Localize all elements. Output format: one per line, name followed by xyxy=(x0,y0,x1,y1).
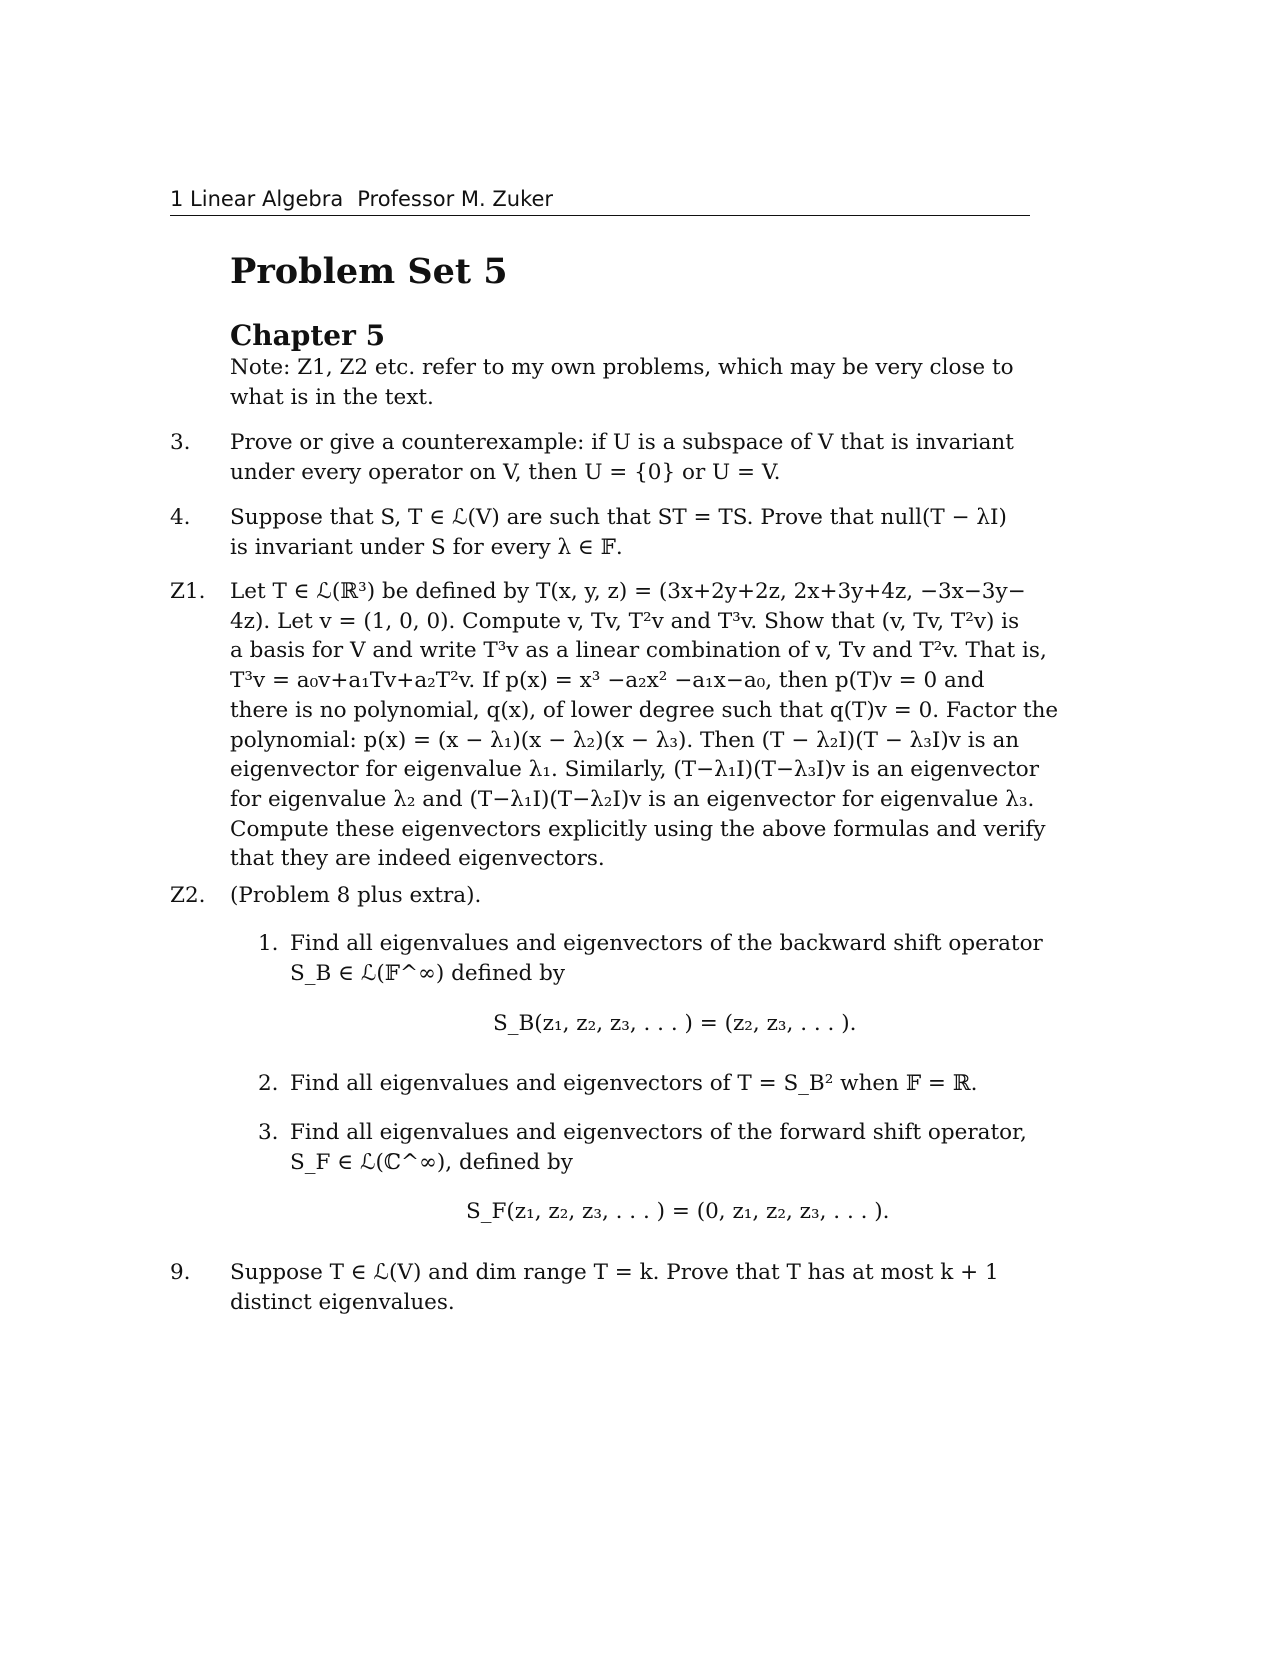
problem-number: Z1. xyxy=(170,579,206,604)
problem-line: for eigenvalue λ₂ and (T−λ₁I)(T−λ₂I)v is an eigenvector for eigenvalue λ₃. xyxy=(230,786,1035,812)
problem-line: distinct eigenvalues. xyxy=(230,1289,455,1315)
page-title: Problem Set 5 xyxy=(230,251,508,292)
problem-number: 9. xyxy=(170,1260,191,1285)
problem-line: Suppose that S, T ∈ ℒ(V) are such that ST = TS. Prove that null(T − λI) xyxy=(230,505,1007,530)
running-header xyxy=(170,186,1030,216)
sub-item-line: S_F ∈ ℒ(ℂ^∞), defined by xyxy=(290,1149,573,1175)
note-line: Note: Z1, Z2 etc. refer to my own problems, which may be very close to xyxy=(230,355,1014,380)
problem-line: Let T ∈ ℒ(ℝ³) be defined by T(x, y, z) = (3x+2y+2z, 2x+3y+4z, −3x−3y− xyxy=(230,579,1026,604)
problem-line: that they are indeed eigenvectors. xyxy=(230,846,605,872)
problem-line: Suppose T ∈ ℒ(V) and dim range T = k. Prove that T has at most k + 1 xyxy=(230,1260,999,1285)
problem-text xyxy=(230,577,1059,874)
problem-line: 4z). Let v = (1, 0, 0). Compute v, Tv, T²v and T³v. Show that (v, Tv, T²v) is xyxy=(230,608,1020,634)
problem-line: there is no polynomial, q(x), of lower degree such that q(T)v = 0. Factor the xyxy=(230,697,1059,723)
problem-text xyxy=(230,881,1030,911)
problem-line: T³v = a₀v+a₁Tv+a₂T²v. If p(x) = x³ −a₂x² −a₁x−a₀, then p(T)v = 0 and xyxy=(230,668,985,694)
display-equation: S_B(z₁, z₂, z₃, . . . ) = (z₂, z₃, . . . ). xyxy=(493,1011,857,1036)
problem-number: 3. xyxy=(170,430,191,455)
note-line: what is in the text. xyxy=(230,384,434,410)
problem-number: 4. xyxy=(170,505,191,530)
problem-line: Prove or give a counterexample: if U is a subspace of V that is invariant xyxy=(230,430,1014,455)
problem-line: polynomial: p(x) = (x − λ₁)(x − λ₂)(x − λ₃). Then (T − λ₂I)(T − λ₃I)v is an xyxy=(230,727,1020,753)
sub-item-line: Find all eigenvalues and eigenvectors of T = S_B² when 𝔽 = ℝ. xyxy=(290,1071,978,1096)
professor-name: Professor M. Zuker xyxy=(357,187,554,211)
sub-item-line: Find all eigenvalues and eigenvectors of the forward shift operator, xyxy=(290,1120,1027,1145)
sub-item-label: 2. xyxy=(258,1071,279,1096)
problem-line: is invariant under S for every λ ∈ 𝔽. xyxy=(230,534,623,560)
display-equation: S_F(z₁, z₂, z₃, . . . ) = (0, z₁, z₂, z₃, . . . ). xyxy=(466,1199,890,1224)
chapter-heading: Chapter 5 xyxy=(230,319,386,352)
problem-line: Compute these eigenvectors explicitly using the above formulas and verify xyxy=(230,816,1046,842)
problem-line: eigenvector for eigenvalue λ₁. Similarly, (T−λ₁I)(T−λ₃I)v is an eigenvector xyxy=(230,757,1039,783)
problem-text xyxy=(230,428,1030,487)
course-name: 1 Linear Algebra xyxy=(170,187,344,211)
sub-item-text xyxy=(290,929,1043,988)
sub-item-label: 3. xyxy=(258,1120,279,1145)
problem-number: Z2. xyxy=(170,883,206,908)
problem-text xyxy=(230,503,1030,562)
sub-item-line: S_B ∈ ℒ(𝔽^∞) defined by xyxy=(290,960,566,986)
sub-item-text xyxy=(290,1118,1030,1177)
problem-line: a basis for V and write T³v as a linear combination of v, Tv and T²v. That is, xyxy=(230,638,1047,664)
note-paragraph xyxy=(230,353,1030,412)
sub-item-label: 1. xyxy=(258,931,279,956)
sub-item-text xyxy=(290,1069,1030,1099)
problem-line: (Problem 8 plus extra). xyxy=(230,883,482,908)
problem-line: under every operator on V, then U = {0} or U = V. xyxy=(230,459,781,485)
sub-item-line: Find all eigenvalues and eigenvectors of the backward shift operator xyxy=(290,931,1043,956)
problem-text xyxy=(230,1258,1030,1317)
